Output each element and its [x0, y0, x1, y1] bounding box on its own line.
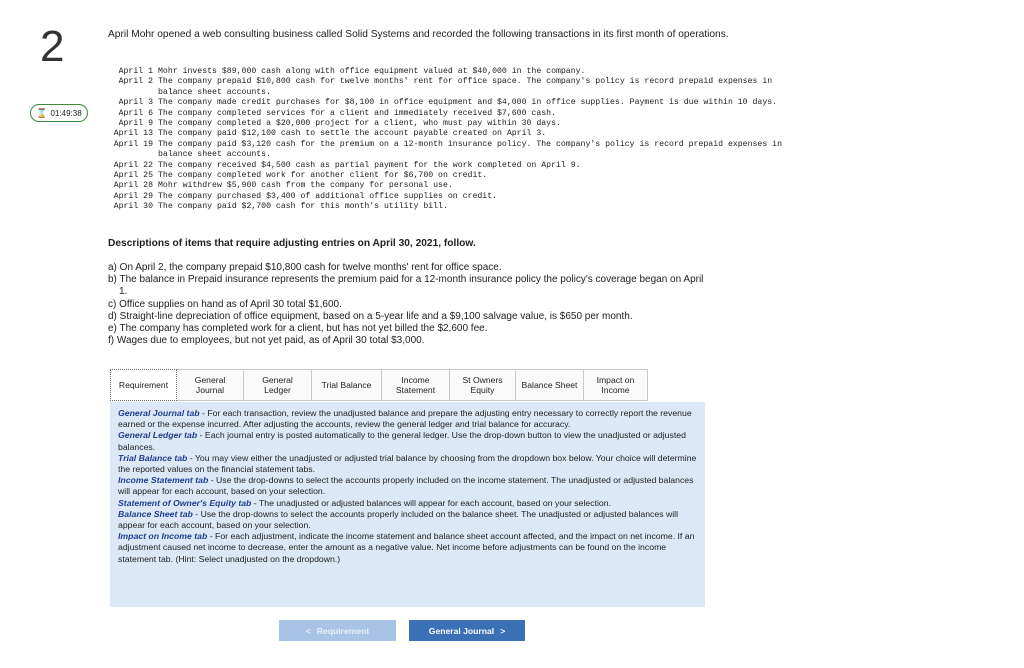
adjustment-item: c) Office supplies on hand as of April 30 total $1,600.: [108, 298, 342, 310]
instruction-paragraph: [118, 475, 697, 497]
tab-requirement[interactable]: Requirement: [110, 369, 177, 401]
transaction-text: Mohr invests $89,000 cash along with office equipment valued at $40,000 in the company.: [158, 67, 586, 76]
tab-general-ledger[interactable]: General Ledger: [244, 369, 312, 401]
previous-button-label: Requirement: [316, 625, 370, 636]
transactions-list: [107, 67, 807, 213]
instruction-paragraph: [118, 531, 697, 565]
instruction-text: - For each transaction, review the unadjusted balance and prepare the adjusting entry necessary to correctly report the revenue earned or the expense incurred. After adjusting the accounts, review the general ledger and trial balance for accuracy.: [118, 408, 692, 430]
transaction-text: The company prepaid $10,800 cash for twelve months' rent for office space. The company's policy is record prepaid expenses in balance sheet accounts.: [158, 77, 778, 97]
instruction-paragraph: [118, 408, 697, 430]
transaction-date: April 9: [118, 119, 153, 129]
transaction-row: [107, 129, 807, 139]
instructions-panel: [110, 402, 705, 607]
transaction-row: [107, 140, 807, 161]
instruction-title: Statement of Owner's Equity tab: [118, 497, 252, 508]
transaction-text: The company completed services for a client and immediately received $7,600 cash.: [158, 108, 556, 118]
transaction-row: [107, 202, 807, 212]
transaction-row: [107, 98, 807, 108]
instruction-title: Balance Sheet tab: [118, 508, 193, 519]
instruction-text: - Each journal entry is posted automatically to the general ledger. Use the drop-down button to view the unadjusted or adjusted balances.: [118, 430, 686, 452]
transaction-row: [107, 67, 807, 77]
tab-bar: [110, 369, 648, 401]
instruction-text: - For each adjustment, indicate the income statement and balance sheet account affected, and the impact on net income. If an adjustment caused net income to decrease, enter the amount as a negative value. Net income before adjustments can be found on the income statement tab. (Hint: Select unadjusted on the dropdown.): [118, 531, 695, 564]
transaction-date: April 29: [113, 191, 153, 201]
transaction-row: [107, 181, 807, 191]
problem-intro: April Mohr opened a web consulting business called Solid Systems and recorded the following transactions in its first month of operations.: [108, 29, 729, 40]
tab-trial-balance[interactable]: Trial Balance: [312, 369, 382, 401]
transaction-text: The company paid $12,100 cash to settle the account payable created on April 3.: [158, 129, 547, 139]
instruction-title: General Journal tab: [118, 408, 200, 418]
instruction-text: - Use the drop-downs to select the accounts properly included on the income statement. The unadjusted or adjusted balances will appear for each account, based on your selection.: [118, 475, 694, 497]
tab-general-journal[interactable]: General Journal: [177, 369, 244, 401]
instruction-paragraph: [118, 509, 697, 531]
instruction-text: - The unadjusted or adjusted balances will appear for each account, based on your selection.: [251, 497, 612, 508]
adjustments-heading: Descriptions of items that require adjusting entries on April 30, 2021, follow.: [108, 238, 476, 249]
transaction-text: The company purchased $3,400 of additional office supplies on credit.: [158, 191, 498, 201]
transaction-text: The company made credit purchases for $8,100 in office equipment and $4,000 in office supplies. Payment is due within 10 days.: [158, 98, 778, 108]
adjustment-item: f) Wages due to employees, but not yet paid, as of April 30 total $3,000.: [108, 335, 425, 347]
chevron-left-icon: <: [305, 625, 311, 636]
instruction-title: Trial Balance tab: [118, 452, 188, 463]
transaction-date: April 19: [113, 139, 153, 149]
transaction-date: April 3: [118, 98, 153, 108]
transaction-text: The company received $4,500 cash as partial payment for the work completed on April 9.: [158, 160, 581, 170]
transaction-date: April 2: [118, 77, 153, 87]
adjustments-list: [108, 262, 778, 347]
transaction-date: April 13: [113, 129, 153, 139]
instruction-title: Income Statement tab: [118, 475, 209, 486]
transaction-row: [107, 171, 807, 181]
tab-income-statement[interactable]: Income Statement: [382, 369, 450, 401]
instruction-title: General Ledger tab: [118, 430, 198, 441]
previous-button[interactable]: [279, 620, 396, 641]
transaction-text: Mohr withdrew $5,900 cash from the company for personal use.: [158, 181, 453, 191]
transaction-date: April 6: [118, 108, 153, 118]
tab-impact-on-income[interactable]: Impact on Income: [584, 369, 648, 401]
adjustment-item: d) Straight-line depreciation of office equipment, based on a 5-year life and a $9,100 salvage value, is $650 per month.: [108, 310, 633, 322]
timer-value: 01:49:38: [50, 108, 82, 118]
chevron-right-icon: >: [500, 625, 506, 636]
question-number: 2: [40, 22, 65, 71]
instruction-text: - Use the drop-downs to select the accounts properly included on the balance sheet. The unadjusted or adjusted balances will appear for each account, based on your selection.: [118, 508, 679, 531]
instruction-paragraph: [118, 453, 697, 475]
transaction-text: The company completed work for another client for $6,700 on credit.: [158, 171, 488, 181]
instruction-text: - You may view either the unadjusted or adjusted trial balance by choosing from the dropdown box below. Your choice will determine the reported values on the financial statement tabs.: [118, 452, 697, 475]
transaction-row: [107, 109, 807, 119]
adjustment-item: b) The balance in Prepaid insurance represents the premium paid for a 12-month insurance policy the policy's coverage began on April: [108, 274, 704, 286]
transaction-row: [107, 161, 807, 171]
transaction-date: April 1: [118, 67, 153, 76]
timer-badge[interactable]: [30, 104, 88, 122]
transaction-text: The company completed a $20,000 project for a client, who must pay within 30 days.: [158, 119, 561, 129]
transaction-date: April 30: [113, 202, 153, 212]
next-button[interactable]: [409, 620, 525, 641]
transaction-text: The company paid $2,700 cash for this month's utility bill.: [158, 202, 448, 212]
transaction-text: The company paid $3,120 cash for the premium on a 12-month insurance policy. The company's policy is record prepaid expenses in balance sheet accounts.: [158, 139, 787, 160]
instruction-paragraph: [118, 498, 697, 509]
adjustment-item-continued: 1.: [119, 286, 128, 298]
tab-st-owners-equity[interactable]: St Owners Equity: [450, 369, 516, 401]
transaction-date: April 22: [113, 160, 153, 170]
tab-balance-sheet[interactable]: Balance Sheet: [516, 369, 584, 401]
transaction-date: April 25: [113, 171, 153, 181]
instruction-paragraph: [118, 430, 697, 452]
adjustment-item: a) On April 2, the company prepaid $10,800 cash for twelve months' rent for office space.: [108, 262, 502, 273]
transaction-date: April 28: [113, 181, 153, 191]
transaction-row: [107, 77, 807, 98]
instruction-title: Impact on Income tab: [118, 531, 208, 542]
hourglass-icon: ⌛: [36, 107, 48, 118]
next-button-label: General Journal: [428, 625, 495, 636]
adjustment-item: e) The company has completed work for a client, but has not yet billed the $2,600 fee.: [108, 323, 488, 335]
transaction-row: [107, 119, 807, 129]
transaction-row: [107, 192, 807, 202]
